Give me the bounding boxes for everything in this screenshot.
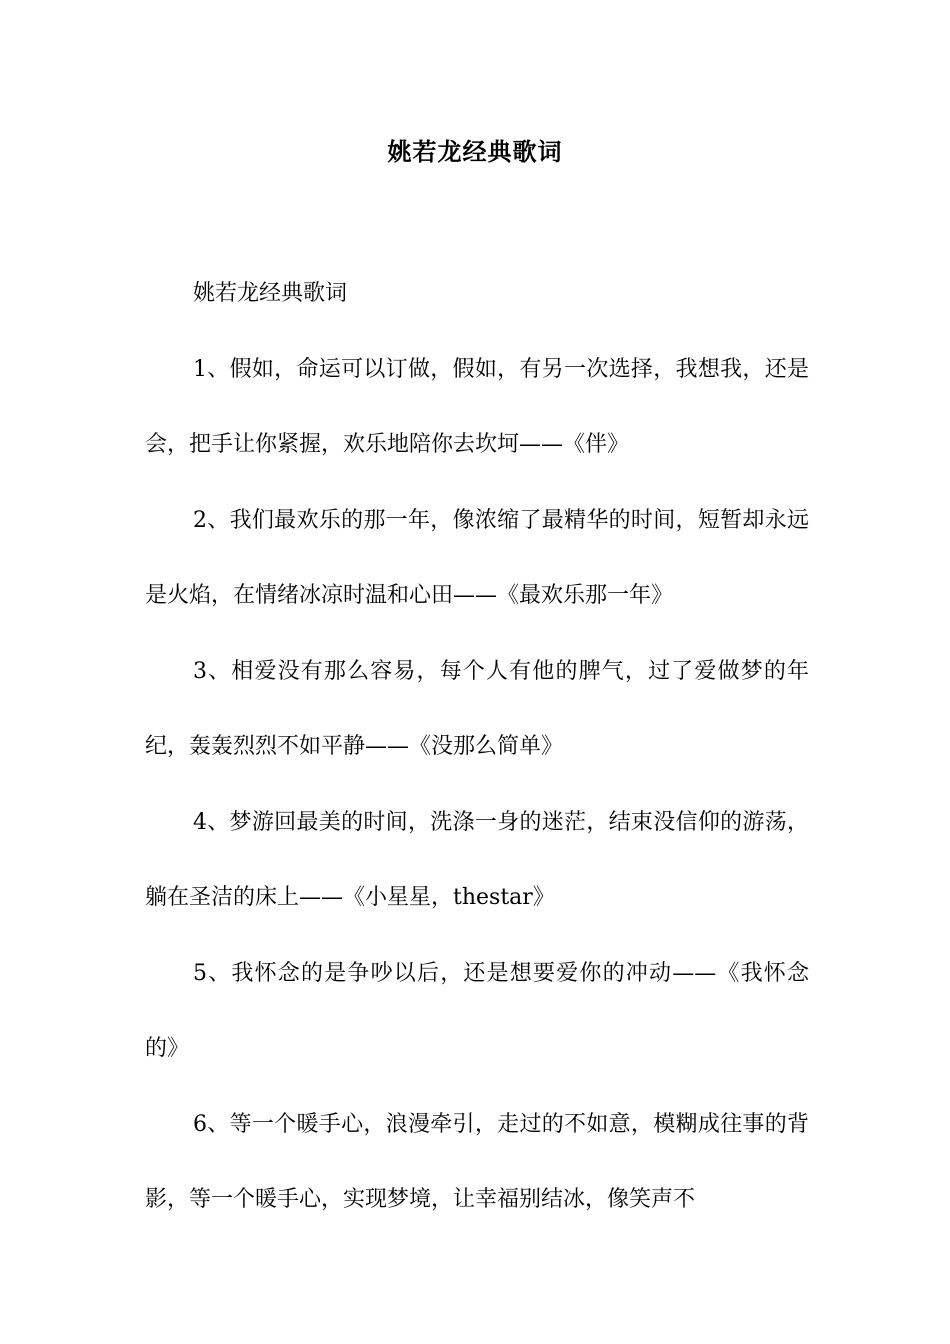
lyric-paragraph-5: 5、我怀念的是争吵以后，还是想要爱你的冲动——《我怀念的》 <box>145 960 809 1061</box>
body-subtitle: 姚若龙经典歌词 <box>193 281 348 306</box>
lyric-paragraph-2: 2、我们最欢乐的那一年，像浓缩了最精华的时间，短暂却永远是火焰，在情绪冰凉时温和心田——《最欢乐那一年》 <box>145 507 809 608</box>
lyric-paragraph-1: 1、假如，命运可以订做，假如，有另一次选择，我想我，还是会，把手让你紧握，欢乐地陪你去坎坷——《伴》 <box>145 356 809 457</box>
document-body <box>145 256 809 1238</box>
lyric-paragraph-4: 4、梦游回最美的时间，洗涤一身的迷茫，结束没信仰的游荡，躺在圣洁的床上——《小星星，thestar》 <box>145 809 809 910</box>
lyric-paragraph-3: 3、相爱没有那么容易，每个人有他的脾气，过了爱做梦的年纪，轰轰烈烈不如平静——《没那么简单》 <box>145 658 809 759</box>
document-title: 姚若龙经典歌词 <box>387 137 563 166</box>
lyric-paragraph-6: 6、等一个暖手心，浪漫牵引，走过的不如意，模糊成往事的背影，等一个暖手心，实现梦境，让幸福别结冰，像笑声不 <box>145 1111 809 1212</box>
